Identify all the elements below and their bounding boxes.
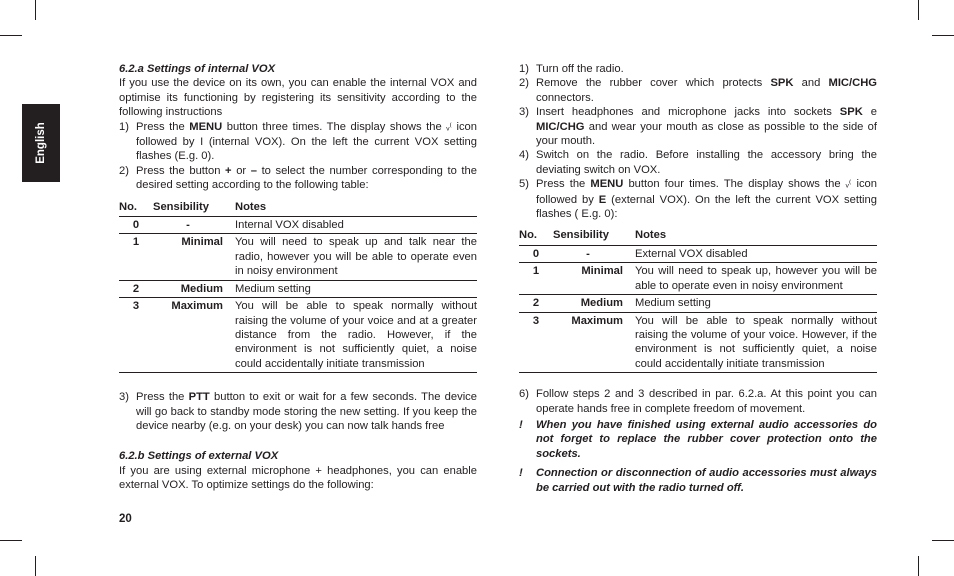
step-item: 4) Switch on the radio. Before installing the accessory bring the deviating switch on VOX.: [519, 149, 877, 176]
step-item: 2) Remove the rubber cover which protects SPK and MIC/CHG connectors.: [519, 77, 877, 104]
table-row: 1 Minimal You will need to speak up, however you will be able to operate even in noisy environment: [519, 263, 877, 295]
steps-internal-vox-continued: [119, 390, 477, 433]
table-row: 1 Minimal You will need to speak up and talk near the radio, however you will be able to operate even in noisy environment: [119, 234, 477, 280]
table-header: Notes: [235, 199, 477, 217]
step-item: 2) Press the button + or – to select the number corresponding to the desired setting according to the following table:: [119, 164, 477, 192]
language-tab-label: English: [34, 122, 47, 164]
warning-mark: !: [519, 418, 523, 431]
steps-external-vox-continued: [519, 387, 877, 416]
external-vox-table: [519, 227, 877, 373]
internal-vox-table: [119, 199, 477, 373]
section-heading-internal-vox: 6.2.a Settings of internal VOX: [119, 63, 276, 75]
crop-mark: [0, 540, 22, 541]
step-item: 5) Press the MENU button four times. The display shows the ᵥ⁽ icon followed by E (external VOX). On the left the current VOX setting flashes ( E.g. 0):: [519, 178, 877, 221]
table-row: 3 Maximum You will be able to speak normally without raising the volume of your voice. However, if the environment is not sufficiently quiet, a noise could accidentally initiate transmission: [519, 312, 877, 373]
crop-mark: [932, 35, 954, 36]
crop-mark: [932, 540, 954, 541]
steps-internal-vox: [119, 120, 477, 193]
step-item: 3) Press the PTT button to exit or wait for a few seconds. The device will go back to standby mode storing the new setting. If you keep the device nearby (e.g. on your desk) you can now talk hands free: [119, 391, 477, 432]
language-tab: [22, 104, 60, 182]
table-header: Sensibility: [153, 199, 235, 217]
step-item: 1) Press the MENU button three times. The display shows the ᵥ⁽ icon followed by I (internal VOX). On the left the current VOX setting flashes (E.g. 0).: [119, 120, 477, 163]
right-column: [519, 62, 877, 495]
step-item: 1) Turn off the radio.: [519, 63, 624, 75]
section-heading-external-vox: 6.2.b Settings of external VOX: [119, 450, 279, 463]
table-row: 2 Medium Medium setting: [119, 280, 477, 297]
crop-mark: [35, 0, 36, 20]
table-row: 0 - External VOX disabled: [519, 245, 877, 262]
warning-note: ! When you have finished using external audio accessories do not forget to replace the rubber cover protection onto the sockets.: [519, 418, 877, 460]
crop-mark: [918, 556, 919, 576]
page-number: 20: [119, 513, 132, 525]
crop-mark: [35, 556, 36, 576]
left-column: [119, 62, 477, 493]
crop-mark: [918, 0, 919, 20]
table-row: 2 Medium Medium setting: [519, 295, 877, 312]
vox-icon: ᵥ⁽: [446, 121, 452, 133]
intro-internal-vox: If you use the device on its own, you can enable the internal VOX and optimise its functioning by registering its sensitivity according to the following instructions: [119, 77, 477, 119]
step-item: 3) Insert headphones and microphone jacks into sockets SPK e MIC/CHG and wear your mouth as close as possible to the side of your mouth.: [519, 106, 877, 148]
crop-mark: [0, 35, 22, 36]
warning-mark: !: [519, 467, 523, 480]
intro-external-vox: If you are using external microphone + headphones, you can enable external VOX. To optimize settings do the following:: [119, 464, 477, 492]
table-row: 0 - Internal VOX disabled: [119, 217, 477, 234]
table-header: Sensibility: [553, 227, 635, 245]
step-item: 6) Follow steps 2 and 3 described in par. 6.2.a. At this point you can operate hands free in complete freedom of movement.: [519, 388, 877, 415]
table-header: No.: [119, 199, 153, 217]
table-row: 3 Maximum You will be able to speak normally without raising the volume of your voice and at a greater distance from the radio. However, if the environment is not sufficiently quiet, a noise could accidentally initiate transmission: [119, 298, 477, 373]
vox-icon: ᵥ⁽: [845, 179, 852, 191]
table-header: No.: [519, 227, 553, 245]
steps-external-vox: [519, 62, 877, 221]
warning-note: ! Connection or disconnection of audio accessories must always be carried out with the radio turned off.: [519, 467, 877, 494]
table-header: Notes: [635, 227, 877, 245]
